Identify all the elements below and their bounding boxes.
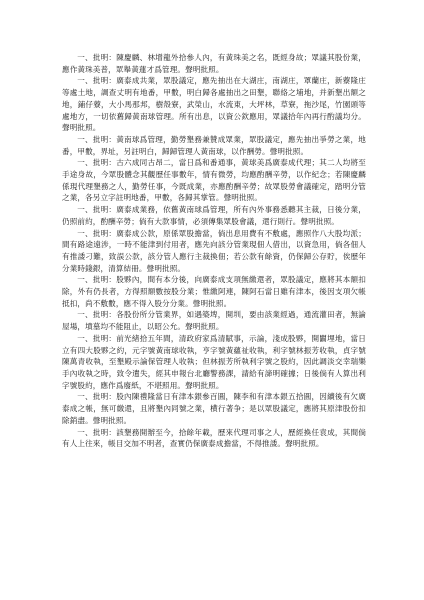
clause-9: 一、批明：前光緒拾五年間，清政府家爲清賦事，示論，淺成股夥，開闢埋地，當日立有四大股夥之約，元字號黃南球收執，亨字號黃蘊祉收執，利字號林振芳收執，貞字號陳萬青收執，至墾殿示論保管理人收執；但林振芳所執利字號之股約，因此調淡交幸瑞樂手內收執之時，致令遺失，經其申報台北廳警務課，請給有諦明確據；日後倘有人算出利字號股約，應作爲廢紙，不堪照用。聲明批照。 bbox=[62, 333, 366, 390]
clause-4: 一、批明：古六成同古昂二，當日爲和番通事，黃球美爲廣泰成代理；其二人均將至手途身故，今眾股體念其觀歷任事數年，情有微勞，均應酌酬辛勞，以作紀念；若陳慶麟係現代理墾務之人，勤勞任事，今既成業，亦應酌酬辛勞；故眾股勞會議確定，踏明分管之業，各另立字註明地番，甲數，各歸其掌管。聲明批照。 bbox=[62, 158, 366, 203]
clause-10: 一、批明：股內陳禮隆當日有津本銀參百圓，陳李和有津本銀五拾圓，因續後有欠廣泰成之帳，無可繳還，且將墾內同號之業，横行著争；是以眾股議定，應將其原津股份扣除銷盡。聲明批照。 bbox=[62, 392, 366, 425]
clause-3: 一、批明：黃南球爲管理，勤勞墾務兼贊成眾業，眾股議定，應先抽出爭勞之業，地番，甲數，界址，另註明白，歸歸管理人黃南球，以作酬勞。聲明批照。 bbox=[62, 134, 366, 156]
clause-7: 一、批明：股夥內，間有本分後，向廣泰成支項無繳還者，眾股議定，應將其本額扣除，外有仍長者，方得照額數按股分業；惟繳阿連，陳阿石當日雖有津本，後因支項欠帳抵扣，尚不敷數，應不得入股分分業。聲明批照。 bbox=[62, 275, 366, 308]
clause-2: 一、批明：廣泰成共業，眾股議定，應先抽出在大湖庄，南湖庄，罩蘭庄，新藔隆庄等處土地，調查丈明有地番，甲數，明白歸各處抽出之田墾，聯絡之埔地，并新墾出額之地，鋪仔藔，大小馬那邦，樹殼寮，武榮山，水流東，大坪林，草寮，拖沙尾，竹園頭等處地方，一切依舊歸黃南球管理。所有出息，以資公欽應用，眾議拾年內再行酌議均分。聲明批照。 bbox=[62, 76, 366, 133]
clause-8: 一、批明：各股份所分管業界，如遇築埤，開圳，要由該業經過，通流灌田者，無論屋場，墳墓均不能阻止，以昭公允。聲明批照。 bbox=[62, 310, 366, 332]
clause-6: 一、批明：廣泰成公款，原係眾股擔當，倘出息用費有不敷處，應照作八大股均派；間有路途遠涉，一時不能津到付用者，應先向該分管業現佃人借出，以資急用，倘各佃人有推諉刁難，致誤公款，該分管人應行主裁換佃；若公款有餘資，仍保歸公存貯，俟歷年分業時錢銀，清算結冊。聲明批照。 bbox=[62, 228, 366, 273]
document-body bbox=[62, 52, 366, 450]
clause-1: 一、批明：陳慶麟、林增龍外拾參人內，有黃珠美之名，既經身故；眾議其股份業，應作黃珠美普，眾舉黃蓮才爲管理。聲明批照。 bbox=[62, 53, 366, 74]
clause-11: 一、批明：該墾務開辦至今，拾餘年載，歷來代理司事之人，歷經換任袁成，其間倘有人上往來，帳目交加不明者，查實仍保廣泰成擔當，不得推諉。聲明批照。 bbox=[62, 427, 366, 449]
clause-5: 一、批明：廣泰成業務，依舊黃南球爲管理，所有內外事務悉聽其主裁，日後分業，仍照前約，酌酬辛勞；倘有大款事情，必須傳集眾股會議，還行則行。聲明批照。 bbox=[62, 205, 366, 226]
